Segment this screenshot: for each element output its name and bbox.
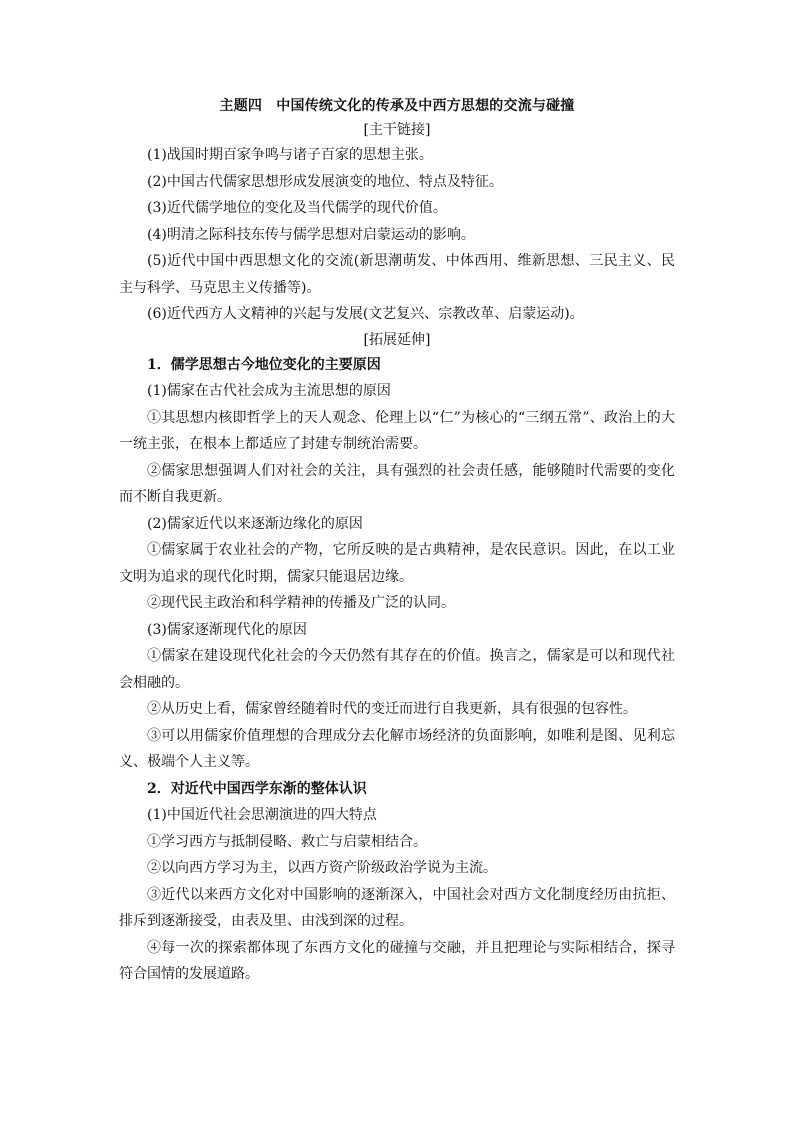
subsection-title: (1)中国近代社会思潮演进的四大特点 (147, 807, 377, 823)
main-link-item: (5)近代中国中西思想文化的交流(新思潮萌发、中体西用、维新思想、三民主义、民主与科学、马克思主义传播等)。 (119, 253, 675, 296)
section-heading-extension: [拓展延伸] (363, 331, 431, 348)
main-link-item: (6)近代西方人文精神的兴起与发展(文艺复兴、宗教改革、启蒙运动)。 (147, 306, 584, 322)
point-paragraph: ①学习西方与抵制侵略、救亡与启蒙相结合。 (147, 833, 427, 850)
document-page (119, 96, 675, 988)
point-paragraph: ①儒家属于农业社会的产物，它所反映的是古典精神，是农民意识。因此，在以工业文明为追求的现代化时期，儒家只能退居边缘。 (119, 542, 675, 585)
point-paragraph: ③可以用儒家价值理想的合理成分去化解市场经济的负面影响，如唯利是图、见利忘义、极端个人主义等。 (119, 727, 675, 770)
main-link-item: (1)战国时期百家争鸣与诸子百家的思想主张。 (147, 147, 433, 163)
subsection-title: (2)儒家近代以来逐渐边缘化的原因 (147, 515, 363, 532)
main-link-item: (2)中国古代儒家思想形成发展演变的地位、特点及特征。 (147, 173, 503, 190)
part-title: 1．儒学思想古今地位变化的主要原因 (147, 356, 381, 373)
subsection-title: (3)儒家逐渐现代化的原因 (147, 621, 307, 638)
point-paragraph: ②现代民主政治和科学精神的传播及广泛的认同。 (147, 595, 455, 611)
point-paragraph: ①其思想内核即哲学上的天人观念、伦理上以“仁”为核心的“三纲五常”、政治上的大一统主张，在根本上都适应了封建专制统治需要。 (119, 409, 675, 452)
point-paragraph: ①儒家在建设现代化社会的今天仍然有其存在的价值。换言之，儒家是可以和现代社会相融的。 (119, 648, 675, 691)
subsection-title: (1)儒家在古代社会成为主流思想的原因 (147, 383, 391, 399)
point-paragraph: ②从历史上看，儒家曾经随着时代的变迁而进行自我更新，具有很强的包容性。 (147, 701, 637, 717)
point-paragraph: ③近代以来西方文化对中国影响的逐渐深入，中国社会对西方文化制度经历由抗拒、排斥到逐渐接受，由表及里、由浅到深的过程。 (119, 886, 675, 929)
point-paragraph: ④每一次的探索都体现了东西方文化的碰撞与交融，并且把理论与实际相结合，探寻符合国情的发展道路。 (119, 939, 675, 982)
part-title: 2．对近代中国西学东渐的整体认识 (147, 780, 367, 797)
point-paragraph: ②儒家思想强调人们对社会的关注，具有强烈的社会责任感，能够随时代需要的变化而不断自我更新。 (119, 462, 675, 505)
main-link-item: (4)明清之际科技东传与儒学思想对启蒙运动的影响。 (147, 226, 475, 243)
main-link-item: (3)近代儒学地位的变化及当代儒学的现代价值。 (147, 200, 447, 216)
section-heading-main-links: [主干链接] (363, 122, 431, 138)
point-paragraph: ②以向西方学习为主，以西方资产阶级政治学说为主流。 (147, 860, 497, 876)
page-title: 主题四 中国传统文化的传承及中西方思想的交流与碰撞 (219, 98, 575, 114)
